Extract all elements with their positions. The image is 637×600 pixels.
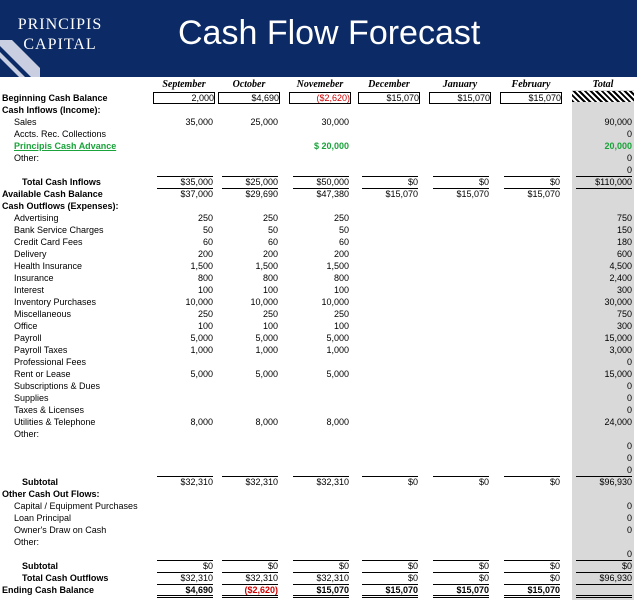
sum-line [293,476,349,477]
sum-line [362,476,418,477]
value-cell[interactable]: 1,500 [255,261,278,271]
table-row [0,488,637,500]
value-cell[interactable]: $0 [407,477,418,487]
value-cell[interactable]: 250 [197,213,213,223]
value-cell[interactable]: 15,000 [604,333,632,343]
value-cell[interactable]: 5,000 [326,369,349,379]
value-cell[interactable]: 50 [202,225,213,235]
cash-flow-sheet [0,79,637,600]
sum-line [222,188,278,189]
header-banner [0,0,637,77]
sum-line [222,560,278,561]
table-row [0,464,637,476]
value-cell[interactable]: 250 [262,213,278,223]
value-cell[interactable]: 20,000 [604,141,632,151]
value-cell[interactable]: 0 [626,405,632,415]
row-label: Inventory Purchases [14,297,97,307]
value-cell[interactable]: 5,000 [255,333,278,343]
column-header: Total [592,79,614,90]
value-cell[interactable]: $0 [267,561,278,571]
value-cell[interactable]: $32,310 [180,573,213,583]
table-row [0,404,637,416]
value-cell[interactable]: $32,310 [316,573,349,583]
row-label: Utilities & Telephone [14,417,96,427]
value-cell[interactable]: $96,930 [599,477,632,487]
value-cell[interactable]: $0 [478,573,489,583]
value-cell[interactable]: $15,070 [500,92,562,104]
table-row [0,140,637,152]
value-cell[interactable]: 35,000 [185,117,213,127]
value-cell[interactable]: 90,000 [604,117,632,127]
table-row [0,536,637,548]
row-label: Delivery [14,249,47,259]
value-cell[interactable]: $15,070 [527,189,560,199]
value-cell[interactable]: 10,000 [321,297,349,307]
value-cell[interactable]: $0 [202,561,213,571]
value-cell[interactable]: 30,000 [321,117,349,127]
value-cell[interactable]: $0 [407,177,418,187]
value-cell[interactable]: 0 [626,453,632,463]
value-cell[interactable]: 5,000 [190,369,213,379]
sum-line [504,572,560,573]
sum-line [157,572,213,573]
sum-line [157,188,213,189]
value-cell[interactable]: 100 [262,321,278,331]
value-cell[interactable]: $32,310 [245,477,278,487]
double-underline [222,597,278,598]
table-row [0,560,637,572]
column-header: October [232,79,266,90]
row-label: Other: [14,429,40,439]
table-row [0,152,637,164]
sum-line [504,176,560,177]
table-row [0,212,637,224]
value-cell[interactable]: 100 [333,321,349,331]
value-cell[interactable]: $15,070 [456,189,489,199]
table-row [0,92,637,104]
double-underline [222,595,278,596]
sum-line [504,476,560,477]
value-cell[interactable]: $15,070 [316,585,349,595]
double-underline [504,597,560,598]
value-cell[interactable]: $32,310 [245,573,278,583]
row-label: Cash Outflows (Expenses): [2,201,119,211]
value-cell[interactable]: $0 [549,573,560,583]
row-label: Payroll Taxes [14,345,68,355]
table-row [0,572,637,584]
value-cell[interactable]: 0 [626,381,632,391]
value-cell[interactable]: 10,000 [185,297,213,307]
table-row [0,548,637,560]
value-cell[interactable]: 0 [626,441,632,451]
value-cell[interactable]: $110,000 [595,177,632,187]
table-row [0,452,637,464]
row-label: Capital / Equipment Purchases [14,501,138,511]
row-label: Bank Service Charges [14,225,104,235]
sum-line [504,584,560,585]
value-cell[interactable]: $47,380 [316,189,349,199]
sum-line [504,188,560,189]
value-cell[interactable]: 300 [616,285,632,295]
value-cell[interactable]: 3,000 [609,345,632,355]
table-row [0,104,637,116]
table-row [0,200,637,212]
value-cell[interactable]: 5,000 [326,333,349,343]
value-cell[interactable]: 250 [333,309,349,319]
sum-line [576,188,632,189]
row-label: Beginning Cash Balance [2,93,108,103]
double-underline [433,597,489,598]
value-cell[interactable]: $0 [338,561,349,571]
row-label: Ending Cash Balance [2,585,95,595]
row-label: Professional Fees [14,357,87,367]
sum-line [293,188,349,189]
value-cell[interactable]: 0 [626,465,632,475]
value-cell[interactable]: 800 [262,273,278,283]
sum-line [362,584,418,585]
value-cell[interactable]: $29,690 [245,189,278,199]
row-label: Sales [14,117,37,127]
value-cell[interactable]: 0 [626,513,632,523]
value-cell[interactable]: 5,000 [255,369,278,379]
value-cell[interactable]: $35,000 [180,177,213,187]
sum-line [222,176,278,177]
value-cell[interactable]: $ 20,000 [313,141,349,151]
value-cell[interactable]: ($2,620) [289,92,351,104]
value-cell[interactable]: 8,000 [190,417,213,427]
sum-line [362,572,418,573]
table-row [0,260,637,272]
sum-line [362,188,418,189]
sum-line [222,584,278,585]
value-cell[interactable]: 2,000 [153,92,215,104]
value-cell[interactable]: 1,500 [326,261,349,271]
value-cell[interactable]: $32,310 [316,477,349,487]
value-cell[interactable]: $32,310 [180,477,213,487]
row-label: Other Cash Out Flows: [2,489,100,499]
value-cell[interactable]: 50 [338,225,349,235]
value-cell[interactable]: 1,000 [326,345,349,355]
value-cell[interactable]: 0 [626,393,632,403]
table-row [0,356,637,368]
value-cell[interactable]: 30,000 [604,297,632,307]
sum-line [576,176,632,177]
double-underline [293,595,349,596]
double-underline [157,595,213,596]
value-cell[interactable]: 100 [262,285,278,295]
row-label: Office [14,321,38,331]
table-row [0,332,637,344]
sum-line [222,572,278,573]
table-row [0,500,637,512]
value-cell[interactable]: 10,000 [250,297,278,307]
column-header: February [511,79,551,90]
value-cell[interactable]: $0 [549,477,560,487]
table-row [0,320,637,332]
value-cell[interactable]: $0 [407,573,418,583]
value-cell[interactable]: 800 [333,273,349,283]
value-cell[interactable]: 0 [626,357,632,367]
row-label: Principis Cash Advance [14,141,117,151]
row-label: Other: [14,537,40,547]
row-label: Available Cash Balance [2,189,103,199]
sum-line [293,584,349,585]
table-row [0,272,637,284]
value-cell[interactable]: 0 [626,153,632,163]
value-cell[interactable]: 24,000 [604,417,632,427]
sum-line [157,476,213,477]
table-row [0,296,637,308]
table-row [0,236,637,248]
row-label: Other: [14,153,40,163]
value-cell[interactable]: $4,690 [185,585,213,595]
value-cell[interactable]: $4,690 [218,92,280,104]
table-row [0,380,637,392]
value-cell[interactable]: $15,070 [456,585,489,595]
value-cell[interactable]: 750 [616,309,632,319]
value-cell[interactable]: 50 [267,225,278,235]
value-cell[interactable]: 4,500 [609,261,632,271]
sum-line [157,176,213,177]
value-cell[interactable]: 0 [626,165,632,175]
row-label: Subscriptions & Dues [14,381,101,391]
value-cell[interactable]: $96,930 [599,573,632,583]
sum-line [576,584,632,585]
value-cell[interactable]: $50,000 [316,177,349,187]
value-cell[interactable]: 5,000 [190,333,213,343]
value-cell[interactable]: $0 [549,561,560,571]
sum-line [157,584,213,585]
value-cell[interactable]: 200 [262,249,278,259]
sum-line [362,176,418,177]
table-row [0,440,637,452]
table-row [0,416,637,428]
double-underline [433,595,489,596]
sum-line [362,560,418,561]
sum-line [576,476,632,477]
sum-line [433,560,489,561]
sum-line [504,560,560,561]
table-row [0,368,637,380]
value-cell[interactable]: 250 [333,213,349,223]
table-row [0,512,637,524]
table-row [0,164,637,176]
value-cell[interactable]: $0 [621,561,632,571]
value-cell[interactable]: $15,070 [358,92,420,104]
sum-line [576,572,632,573]
value-cell[interactable]: 300 [616,321,632,331]
value-cell[interactable]: 60 [267,237,278,247]
double-underline [362,597,418,598]
double-underline [362,595,418,596]
row-label: Miscellaneous [14,309,72,319]
page-title: Cash Flow Forecast [178,14,481,52]
row-label: Credit Card Fees [14,237,83,247]
sum-line [433,176,489,177]
value-cell[interactable]: 8,000 [326,417,349,427]
value-cell[interactable]: 0 [626,501,632,511]
row-label: Loan Principal [14,513,72,523]
table-row [0,224,637,236]
double-underline [157,597,213,598]
column-header: September [162,79,206,90]
row-label: Subtotal [22,477,58,487]
value-cell[interactable]: 600 [616,249,632,259]
value-cell[interactable]: 0 [626,525,632,535]
value-cell[interactable]: 1,500 [190,261,213,271]
row-label: Payroll [14,333,42,343]
table-row [0,392,637,404]
table-row [0,176,637,188]
value-cell[interactable]: $15,070 [527,585,560,595]
value-cell[interactable]: 800 [197,273,213,283]
value-cell[interactable]: $0 [407,561,418,571]
value-cell[interactable]: $25,000 [245,177,278,187]
table-row [0,248,637,260]
sum-line [293,560,349,561]
value-cell[interactable]: $0 [549,177,560,187]
value-cell[interactable]: ($2,620) [244,585,278,595]
row-label: Accts. Rec. Collections [14,129,107,139]
row-label: Supplies [14,393,49,403]
table-row [0,188,637,200]
table-row [0,428,637,440]
table-row [0,116,637,128]
value-cell[interactable]: $15,070 [385,585,418,595]
value-cell[interactable]: 0 [626,549,632,559]
table-row [0,308,637,320]
double-underline [504,595,560,596]
row-label: Rent or Lease [14,369,71,379]
row-label: Subtotal [22,561,58,571]
value-cell[interactable]: 100 [197,321,213,331]
value-cell[interactable]: $15,070 [429,92,491,104]
value-cell[interactable]: 100 [333,285,349,295]
value-cell[interactable]: $0 [478,561,489,571]
value-cell[interactable]: $0 [478,177,489,187]
sum-line [433,584,489,585]
value-cell[interactable]: 250 [262,309,278,319]
row-label: Advertising [14,213,59,223]
value-cell[interactable]: 150 [616,225,632,235]
sum-line [157,560,213,561]
value-cell[interactable]: 60 [338,237,349,247]
row-label: Taxes & Licenses [14,405,85,415]
sum-line [433,476,489,477]
column-header: Novemeber [296,79,344,90]
double-underline [576,597,632,598]
table-row [0,476,637,488]
sum-line [576,560,632,561]
sum-line [222,476,278,477]
table-row [0,284,637,296]
value-cell[interactable]: 180 [616,237,632,247]
value-cell[interactable]: 200 [333,249,349,259]
sum-line [433,572,489,573]
value-cell[interactable]: 200 [197,249,213,259]
value-cell[interactable]: 1,000 [255,345,278,355]
double-underline [293,597,349,598]
logo-text-line2: CAPITAL [23,36,97,53]
row-label: Cash Inflows (Income): [2,105,101,115]
value-cell[interactable]: 25,000 [250,117,278,127]
table-row [0,128,637,140]
row-label: Owner's Draw on Cash [14,525,107,535]
row-label: Insurance [14,273,54,283]
sum-line [293,176,349,177]
value-cell[interactable]: $15,070 [385,189,418,199]
column-header: December [368,79,410,90]
value-cell[interactable]: 2,400 [609,273,632,283]
row-label: Interest [14,285,45,295]
value-cell[interactable]: 8,000 [255,417,278,427]
value-cell[interactable]: 0 [626,129,632,139]
value-cell[interactable]: 250 [197,309,213,319]
row-label: Total Cash Outflows [22,573,109,583]
table-row [0,524,637,536]
value-cell[interactable]: 15,000 [604,369,632,379]
sum-line [293,572,349,573]
value-cell[interactable]: 60 [202,237,213,247]
logo-text-line1: PRINCIPIS [17,16,103,33]
column-header: January [442,79,478,90]
value-cell[interactable]: 100 [197,285,213,295]
sum-line [433,188,489,189]
double-underline [576,595,632,596]
value-cell[interactable]: $37,000 [180,189,213,199]
value-cell[interactable]: $0 [478,477,489,487]
table-row [0,344,637,356]
value-cell[interactable]: 1,000 [190,345,213,355]
value-cell[interactable]: 750 [616,213,632,223]
row-label: Health Insurance [14,261,83,271]
row-label: Total Cash Inflows [22,177,101,187]
